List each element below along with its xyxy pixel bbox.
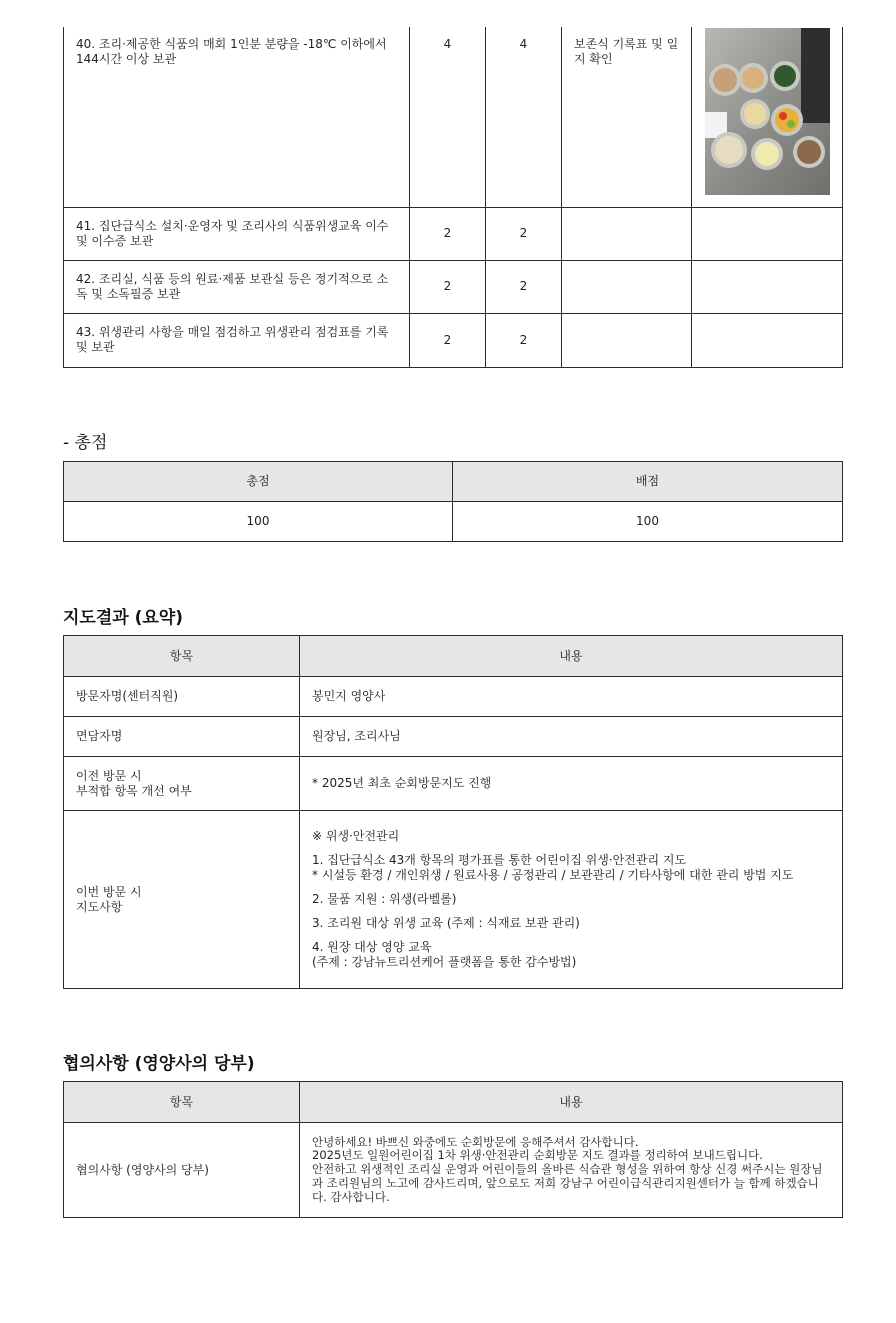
content-header: 내용: [300, 636, 843, 677]
photo-cell: [692, 27, 843, 207]
allocation-header: 배점: [453, 462, 843, 502]
guidance-line: ※ 위생·안전관리: [312, 829, 400, 843]
guidance-line: 3. 조리원 대상 위생 교육 (주제 : 식재료 보관 관리): [312, 916, 580, 930]
consult-line: 안전하고 위생적인 조리실 운영과 어린이들의 올바른 식습관 형성을 위하여 항상 신경 써주시는 원장님과 조리원님의 노고에 감사드리며, 앞으로도 저희 강남구 어린이급식관리지원센터가 늘 함께 하겠습니다. 감사합니다.: [312, 1162, 823, 1204]
item-text: 43. 위생관리 사항을 매일 점검하고 위생관리 점검표를 기록 및 보관: [64, 313, 410, 367]
check-note: [562, 313, 692, 367]
table-row: [64, 27, 843, 207]
guidance-content: [300, 811, 843, 989]
consult-table: [63, 1081, 843, 1218]
table-row: [64, 677, 843, 717]
guidance-line: 4. 원장 대상 영양 교육: [312, 940, 432, 954]
table-row: [64, 757, 843, 811]
row-value: 원장님, 조리사님: [300, 717, 843, 757]
score-value: 2: [486, 313, 562, 367]
table-header-row: [64, 462, 843, 502]
table-row: [64, 313, 843, 367]
total-value: 100: [64, 502, 453, 542]
row-value: * 2025년 최초 순회방문지도 진행: [300, 757, 843, 811]
table-row: [64, 1123, 843, 1218]
item-text: 41. 집단급식소 설치·운영자 및 조리사의 식품위생교육 이수 및 이수증 보관: [64, 207, 410, 260]
summary-section-title: 지도결과 (요약): [63, 608, 183, 628]
consult-line: 안녕하세요! 바쁘신 와중에도 순회방문에 응해주셔서 감사합니다.: [312, 1134, 639, 1149]
content-header: 내용: [300, 1082, 843, 1123]
table-row: [64, 260, 843, 313]
label-line: 부적합 항목 개선 여부: [76, 783, 192, 798]
summary-table: [63, 635, 843, 989]
score-value: 2: [410, 313, 486, 367]
photo-cell: [692, 207, 843, 260]
photo-cell: [692, 260, 843, 313]
score-value: 4: [486, 27, 562, 207]
table-row: [64, 502, 843, 542]
row-label: [64, 757, 300, 811]
total-score-table: [63, 461, 843, 542]
guidance-line: * 시설등 환경 / 개인위생 / 원료사용 / 공정관리 / 보관관리 / 기타사항에 대한 관리 방법 지도: [312, 868, 794, 882]
row-value: 봉민지 영양사: [300, 677, 843, 717]
table-row: [64, 811, 843, 989]
row-label: 방문자명(센터직원): [64, 677, 300, 717]
guidance-line: (주제 : 강남뉴트리션케어 플랫폼을 통한 감수방법): [312, 955, 577, 969]
item-header: 항목: [64, 636, 300, 677]
preserved-food-photo: [705, 28, 830, 195]
item-text: 42. 조리실, 식품 등의 원료·제품 보관실 등은 정기적으로 소독 및 소독필증 보관: [64, 260, 410, 313]
check-note: [562, 260, 692, 313]
item-text: 40. 조리·제공한 식품의 매회 1인분 분량을 -18℃ 이하에서 144시간 이상 보관: [64, 27, 410, 207]
label-line: 이번 방문 시: [76, 884, 142, 899]
table-row: [64, 717, 843, 757]
row-label: 면담자명: [64, 717, 300, 757]
item-header: 항목: [64, 1082, 300, 1123]
score-value: 2: [410, 260, 486, 313]
total-section-title: - 총점: [63, 433, 108, 453]
guidance-line: 1. 집단급식소 43개 항목의 평가표를 통한 어린이집 위생·안전관리 지도: [312, 853, 687, 867]
label-line: 이전 방문 시: [76, 768, 142, 783]
photo-cell: [692, 313, 843, 367]
row-label: 협의사항 (영양사의 당부): [64, 1123, 300, 1218]
row-label: [64, 811, 300, 989]
total-header: 총점: [64, 462, 453, 502]
check-note: 보존식 기록표 및 일지 확인: [562, 27, 692, 207]
guidance-line: 2. 물품 지원 : 위생(라벨롤): [312, 892, 457, 906]
consult-line: 2025년도 일원어린이집 1차 위생·안전관리 순회방문 지도 결과를 정리하여 보내드립니다.: [312, 1148, 763, 1163]
label-line: 지도사항: [76, 899, 123, 914]
score-value: 2: [410, 207, 486, 260]
score-value: 2: [486, 207, 562, 260]
score-value: 4: [410, 27, 486, 207]
table-row: [64, 207, 843, 260]
table-header-row: [64, 636, 843, 677]
consult-content: [300, 1123, 843, 1218]
table-header-row: [64, 1082, 843, 1123]
allocation-value: 100: [453, 502, 843, 542]
consult-section-title: 협의사항 (영양사의 당부): [63, 1054, 255, 1074]
check-note: [562, 207, 692, 260]
score-value: 2: [486, 260, 562, 313]
evaluation-table: [63, 27, 843, 368]
